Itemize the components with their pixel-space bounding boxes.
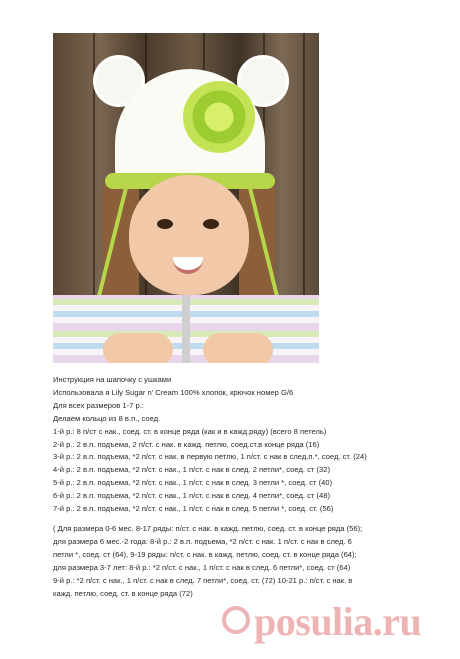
row-line: 3-й р.: 2 в.п. подъема, *2 п/ст. с нак. в первую петлю, 1 п/ст. с нак в след.п.*, соед. ст. (24)	[53, 452, 367, 462]
row-line: 2-й р.: 2 в.п. подъема, 2 п/ст. с нак. в кажд. петлю, соед.ст.в конце ряда (16)	[53, 439, 320, 449]
extra-line: петли *, соед. ст (64), 9-19 ряды: п/ст. с нак. в кажд. петлю, соед. ст. в конце ряда (64);	[53, 549, 357, 559]
extra-line: ( Для размера 0-6 мес. 8-17 ряды: п/ст. с нак. в кажд. петлю, соед. ст. в конце ряда (56);	[53, 523, 363, 533]
extra-line: для размера 3-7 лет: 8-й р.: *2 п/ст. с нак., 1 п/ст. с нак в след. 6 петли*, соед. ст (64)	[53, 562, 351, 572]
row-line: 7-й р.: 2 в.п. подъема, *2 п/ст. с нак., 1 п/ст. с нак в след. 5 петли *, соед. ст. (56)	[53, 504, 334, 514]
posulia-logo-icon	[222, 606, 250, 634]
row-line: 4-й р.: 2 в.п. подъема, *2 п/ст. с нак., 1 п/ст. с нак в след. 2 петли*, соед. ст (32)	[53, 465, 330, 475]
watermark	[222, 598, 452, 644]
watermark-text: posulia.ru	[254, 599, 422, 644]
instructions-title: Инструкция на шапочку с ушками	[53, 375, 172, 384]
child-photo	[53, 33, 319, 363]
green-flower	[183, 81, 255, 153]
yarn-line: Использовала я Lily Sugar n' Cream 100% хлопок, крючок номер G/6	[53, 387, 294, 397]
extra-line: 9-й р.: *2 п/ст. с нак., 1 п/ст. с нак в след. 7 петли*, соед. ст. (72) 10-21 р.: п/ст. с нак. в	[53, 575, 353, 585]
sizes-line: Для всех размеров 1-7 р.:	[53, 400, 144, 410]
extra-line: кажд. петлю, соед. ст. в конце ряда (72)	[53, 588, 193, 598]
ring-line: Делаем кольцо из 8 в.п., соед.	[53, 413, 161, 423]
extra-line: для размера 6 мес.-2 года: 8-й р.: 2 в.п. подъема, *2 п/ст. с нак. 1 п/ст. с нак в след. 6	[53, 536, 352, 546]
row-line: 5-й р.: 2 в.п. подъема, *2 п/ст. с нак., 1 п/ст. с нак в след. 3 петли *, соед. ст (40)	[53, 478, 333, 488]
row-line: 1-й р.: 8 п/ст с нак., соед. ст. в конце ряда (как и в кажд.ряду) (всего 8 петель)	[53, 426, 327, 436]
instructions-text	[53, 374, 433, 600]
child-face	[129, 175, 249, 295]
row-line: 6-й р.: 2 в.п. подъема, *2 п/ст. с нак., 1 п/ст. с нак в след. 4 петли*, соед. ст (48)	[53, 491, 330, 501]
